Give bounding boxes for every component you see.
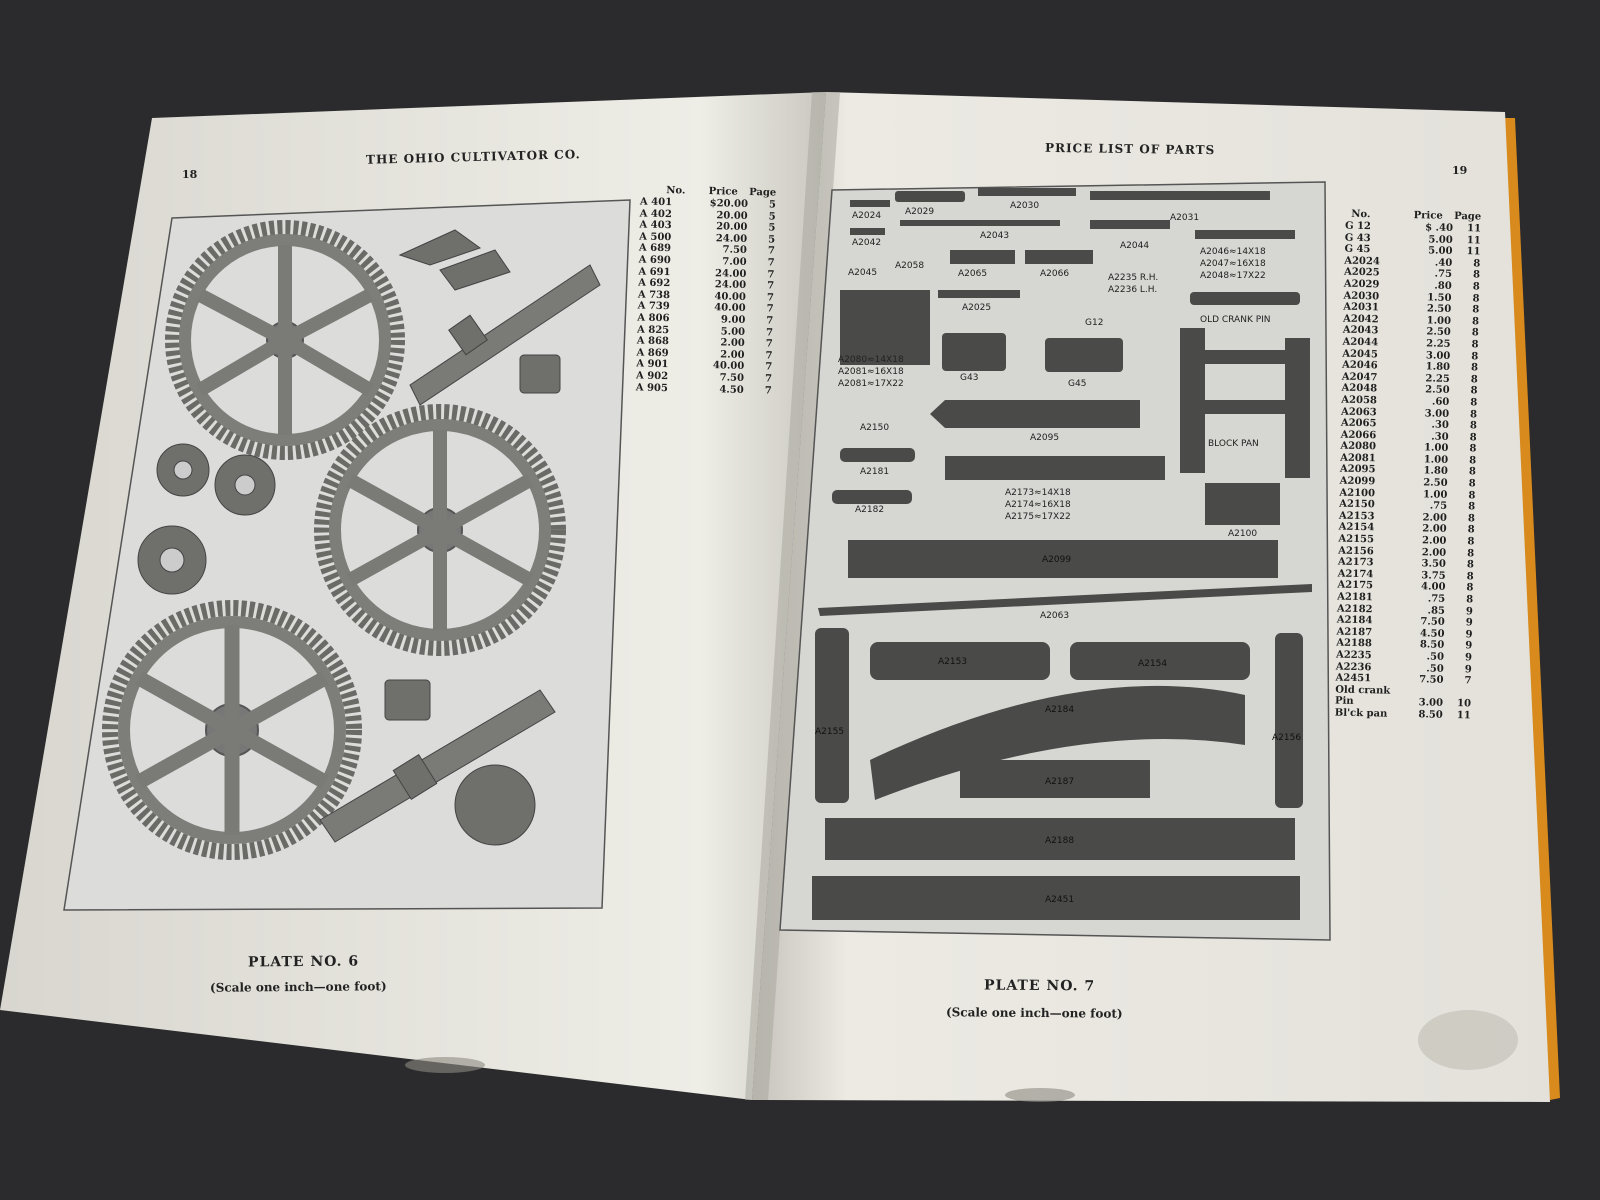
- part-page: 9: [1465, 629, 1473, 641]
- part-number: A 402: [639, 208, 672, 220]
- plate-label: A2174≈16X18: [1005, 500, 1071, 510]
- part-price: .75: [1429, 500, 1448, 513]
- part-page: 8: [1469, 431, 1477, 444]
- part-number: A2029: [1343, 278, 1380, 291]
- plate-label: A2081≈16X18: [838, 367, 904, 377]
- part-number: A2181: [1337, 591, 1373, 604]
- right-price-table: [1335, 209, 1482, 722]
- plate-7-scale: (Scale one inch—one foot): [945, 1005, 1123, 1021]
- wear-spot: [405, 1057, 485, 1073]
- part-page: 8: [1469, 408, 1478, 420]
- header-price: Price: [1413, 210, 1443, 222]
- part-price: 8.50: [1418, 709, 1443, 721]
- part-number: A 869: [636, 347, 669, 359]
- part-page: 9: [1465, 605, 1474, 617]
- plate-label: A2173≈14X18: [1005, 488, 1071, 498]
- part-number: A2153: [1338, 510, 1375, 523]
- part-price: 1.50: [1427, 291, 1452, 304]
- part-number: A2188: [1336, 637, 1372, 650]
- part-number: A2235: [1335, 649, 1372, 662]
- plate-label: A2100: [1228, 529, 1258, 539]
- part-page: 8: [1469, 420, 1477, 432]
- plate-label: A2066: [1040, 269, 1070, 279]
- part-page: 8: [1471, 316, 1480, 328]
- part-price: 7.50: [1419, 674, 1444, 686]
- part-number: Bl'ck pan: [1334, 707, 1388, 720]
- part-number: G 43: [1344, 232, 1371, 244]
- part-number: A2080: [1340, 440, 1377, 453]
- part-number: G 12: [1344, 220, 1372, 233]
- part-price: 24.00: [714, 279, 747, 292]
- part-page: 8: [1472, 304, 1480, 316]
- part-page: 7: [765, 338, 773, 350]
- part-number: A2184: [1336, 614, 1373, 627]
- right-page-number: 19: [1452, 164, 1468, 177]
- plate-label: A2236 L.H.: [1108, 285, 1158, 295]
- part-page: 8: [1471, 350, 1479, 362]
- part-price: 3.00: [1424, 407, 1450, 420]
- part-number: A2063: [1340, 406, 1377, 418]
- plate-label: A2182: [855, 505, 885, 515]
- part-price: .40: [1434, 257, 1453, 269]
- part-number: A 806: [637, 312, 670, 325]
- part-price: 2.00: [1422, 512, 1448, 524]
- part-number: A2174: [1337, 568, 1374, 581]
- plate-label: A2043: [980, 231, 1010, 241]
- plate-label: A2188: [1045, 836, 1075, 846]
- plate-label: A2048≈17X22: [1200, 271, 1266, 281]
- part-price: 3.50: [1421, 558, 1447, 571]
- part-price: $ .40: [1425, 222, 1454, 234]
- part-price: 2.25: [1425, 373, 1450, 385]
- part-page: 7: [765, 350, 773, 362]
- part-price: 7.00: [722, 256, 747, 268]
- plate-label: A2099: [1042, 555, 1072, 565]
- part-page: 8: [1467, 536, 1475, 548]
- plate-label: A2095: [1030, 433, 1060, 443]
- part-number: A2043: [1342, 324, 1379, 337]
- part-page: 7: [765, 361, 773, 373]
- part-number: A2187: [1336, 626, 1373, 639]
- part-number: A2030: [1343, 290, 1380, 302]
- part-number: A2156: [1338, 545, 1374, 557]
- part-page: 9: [1464, 663, 1472, 675]
- part-price: .75: [1427, 593, 1446, 605]
- part-page: 8: [1469, 455, 1477, 467]
- plate-label: A2046≈14X18: [1200, 247, 1266, 257]
- part-price: .50: [1426, 662, 1444, 675]
- plate-label: A2024: [852, 211, 882, 221]
- part-page: 8: [1466, 559, 1475, 571]
- left-page-header: THE OHIO CULTIVATOR CO.: [365, 147, 581, 167]
- plate-label: A2031: [1170, 213, 1200, 223]
- part-price: .85: [1427, 605, 1446, 617]
- plate-label: A2181: [860, 467, 890, 477]
- part-number: A2045: [1342, 348, 1379, 360]
- part-price: .60: [1431, 396, 1450, 408]
- part-number: A2154: [1338, 522, 1375, 534]
- plate-label: A2063: [1040, 611, 1070, 621]
- part-price: 24.00: [714, 267, 747, 280]
- part-number: A 691: [638, 266, 671, 278]
- part-number: A2024: [1344, 255, 1380, 268]
- part-number: A2066: [1340, 429, 1377, 442]
- part-price: 2.50: [1423, 477, 1448, 489]
- part-number: A 902: [635, 370, 669, 383]
- part-page: 8: [1466, 571, 1474, 583]
- part-page: 8: [1468, 478, 1476, 490]
- part-page: 8: [1473, 258, 1481, 270]
- part-price: 7.50: [1420, 616, 1445, 628]
- part-price: .50: [1426, 651, 1445, 663]
- part-price: 24.00: [715, 232, 748, 245]
- part-number: A2236: [1335, 661, 1372, 673]
- plate-label: A2045: [848, 268, 878, 278]
- plate-label: A2029: [905, 207, 935, 217]
- plate-label: A2154: [1138, 659, 1168, 669]
- part-page: 11: [1456, 710, 1471, 722]
- part-page: 5: [768, 199, 777, 211]
- part-price: 20.00: [715, 221, 748, 234]
- part-page: 5: [768, 234, 776, 246]
- part-price: 2.00: [1422, 523, 1447, 536]
- part-page: 7: [766, 315, 774, 327]
- part-price: $20.00: [709, 198, 749, 210]
- wear-spot: [1005, 1088, 1075, 1102]
- part-price: 3.75: [1421, 570, 1446, 582]
- left-price-table: [636, 184, 777, 396]
- part-page: 8: [1468, 489, 1476, 502]
- part-page: 8: [1470, 362, 1479, 374]
- part-price: 20.00: [716, 209, 748, 222]
- plate-label: A2155: [815, 727, 845, 737]
- plate-6-title: PLATE NO. 6: [247, 953, 360, 971]
- right-page-header: PRICE LIST OF PARTS: [1044, 140, 1216, 158]
- part-number: A2095: [1339, 464, 1376, 476]
- part-number: A2081: [1340, 452, 1376, 465]
- part-price: 1.00: [1426, 315, 1452, 327]
- plate-label: A2451: [1045, 895, 1075, 905]
- part-price: 1.00: [1423, 454, 1449, 466]
- part-page: 10: [1456, 698, 1472, 710]
- part-page: 8: [1472, 269, 1481, 281]
- part-number: A 868: [636, 335, 670, 348]
- part-page: 11: [1466, 246, 1481, 258]
- part-number: A 738: [637, 289, 671, 301]
- part-price: 3.00: [1425, 349, 1451, 362]
- part-number: A2048: [1341, 382, 1378, 395]
- part-price: 1.00: [1422, 488, 1448, 501]
- plate-label: A2150: [860, 423, 890, 433]
- part-number: A2065: [1340, 417, 1377, 430]
- part-page: 9: [1464, 652, 1473, 664]
- part-price: 3.00: [1418, 697, 1444, 710]
- plate-label: G45: [1068, 379, 1087, 389]
- plate-label: BLOCK PAN: [1208, 439, 1259, 449]
- part-number: A2025: [1343, 266, 1380, 279]
- header-no: No.: [666, 185, 686, 197]
- header-no: No.: [1351, 208, 1371, 221]
- part-page: 5: [768, 222, 776, 234]
- part-page: 8: [1469, 443, 1477, 455]
- part-number: G 45: [1344, 243, 1371, 256]
- part-price: 7.50: [722, 244, 748, 257]
- part-price: .80: [1434, 280, 1452, 292]
- part-price: 2.00: [1421, 546, 1447, 559]
- part-price: 4.00: [1420, 581, 1446, 594]
- part-price: [1393, 685, 1443, 698]
- part-price: 5.00: [1428, 245, 1453, 258]
- part-price: 40.00: [714, 290, 746, 303]
- part-number: A 901: [636, 358, 669, 371]
- part-number: A2182: [1336, 603, 1373, 615]
- part-price: 7.50: [719, 372, 745, 384]
- plate-label: OLD CRANK PIN: [1200, 315, 1271, 325]
- plate-label: A2153: [938, 657, 968, 667]
- part-number: A2031: [1343, 301, 1379, 314]
- plate-7-photo: [780, 182, 1330, 940]
- part-page: 7: [767, 268, 775, 281]
- part-number: A 500: [639, 231, 672, 243]
- part-page: 8: [1471, 327, 1479, 339]
- part-number: A 690: [638, 254, 671, 267]
- part-number: A2047: [1341, 371, 1378, 384]
- part-number: A2150: [1339, 498, 1375, 511]
- part-price: 9.00: [720, 314, 746, 326]
- part-page: 8: [1468, 501, 1476, 513]
- part-page: 5: [768, 210, 776, 223]
- part-price: 1.80: [1423, 465, 1448, 478]
- part-price: 2.00: [720, 349, 745, 361]
- part-price: 8.50: [1419, 639, 1445, 652]
- part-number: A2042: [1342, 313, 1379, 326]
- part-number: A 692: [638, 277, 671, 290]
- plate-label: G12: [1085, 318, 1104, 328]
- part-page: 8: [1470, 397, 1478, 409]
- plate-6-scale: (Scale one inch—one foot): [209, 979, 387, 995]
- part-price: 40.00: [714, 302, 746, 315]
- part-page: 9: [1465, 617, 1473, 629]
- part-page: 7: [766, 292, 774, 304]
- plate-label: A2042: [852, 238, 882, 248]
- part-number: A 689: [638, 242, 672, 255]
- part-price: 4.50: [1420, 628, 1445, 640]
- part-page: 8: [1471, 339, 1479, 351]
- part-page: 11: [1466, 234, 1481, 247]
- part-number: A 739: [637, 300, 670, 313]
- part-page: 7: [764, 373, 773, 385]
- header-page: Page: [1454, 210, 1482, 223]
- plate-label: A2058: [895, 261, 925, 271]
- part-page: 8: [1467, 513, 1476, 525]
- part-number: A2155: [1338, 533, 1375, 546]
- part-page: 7: [767, 257, 775, 269]
- part-number: A2175: [1337, 579, 1374, 592]
- plate-label: G43: [960, 373, 979, 383]
- part-price: .30: [1431, 431, 1449, 443]
- part-price: 2.50: [1425, 384, 1450, 397]
- plate-label: A2187: [1045, 777, 1075, 787]
- left-page-number: 18: [182, 168, 198, 181]
- part-page: 8: [1472, 281, 1480, 293]
- part-page: 8: [1470, 385, 1478, 397]
- part-number: A2058: [1341, 394, 1378, 407]
- part-page: 8: [1466, 594, 1474, 606]
- part-price: .30: [1431, 419, 1449, 431]
- plate-label: A2065: [958, 269, 988, 279]
- part-price: 4.50: [719, 383, 744, 396]
- part-page: 8: [1467, 547, 1475, 560]
- part-price: 2.00: [1421, 535, 1447, 547]
- plate-label: A2030: [1010, 201, 1040, 211]
- part-page: 7: [765, 326, 774, 339]
- wear-spot: [1418, 1010, 1518, 1070]
- part-number: Old crank: [1335, 684, 1391, 697]
- part-page: 11: [1466, 223, 1482, 235]
- part-price: 2.50: [1426, 326, 1451, 339]
- part-page: 7: [767, 280, 775, 292]
- plate-label: A2081≈17X22: [838, 379, 904, 389]
- plate-label: A2156: [1272, 733, 1302, 743]
- part-number: A2451: [1335, 672, 1372, 685]
- part-price: 40.00: [712, 360, 745, 373]
- part-number: A2099: [1339, 475, 1376, 488]
- part-number: Pin: [1334, 695, 1354, 708]
- plate-label: A2025: [962, 303, 992, 313]
- part-number: A2173: [1337, 556, 1374, 569]
- part-price: 2.50: [1426, 303, 1452, 316]
- part-page: 7: [764, 384, 772, 397]
- part-number: A 905: [635, 381, 669, 394]
- part-page: 7: [1464, 675, 1472, 687]
- plate-label: A2184: [1045, 705, 1075, 715]
- part-page: 8: [1472, 292, 1480, 305]
- header-price: Price: [708, 186, 738, 198]
- plate-label: A2080≈14X18: [838, 355, 904, 365]
- plate-7-title: PLATE NO. 7: [983, 977, 1096, 995]
- part-price: 5.00: [720, 325, 746, 338]
- part-price: .75: [1434, 268, 1453, 281]
- plate-label: A2047≈16X18: [1200, 259, 1266, 269]
- part-page: 7: [767, 245, 776, 257]
- part-number: A 401: [639, 196, 673, 209]
- part-page: 8: [1466, 582, 1474, 594]
- plate-label: A2235 R.H.: [1108, 273, 1159, 283]
- plate-label: A2044: [1120, 241, 1150, 251]
- part-page: [1443, 687, 1471, 699]
- part-price: 2.25: [1426, 338, 1451, 350]
- part-page: 8: [1467, 524, 1475, 536]
- part-page: 8: [1470, 374, 1478, 386]
- part-page: 8: [1468, 466, 1476, 478]
- part-page: 9: [1465, 640, 1473, 652]
- part-number: A 825: [636, 323, 670, 336]
- part-number: A 403: [639, 219, 672, 232]
- header-page: Page: [749, 186, 777, 199]
- plate-label: A2175≈17X22: [1005, 512, 1071, 522]
- part-price: 5.00: [1428, 233, 1453, 246]
- part-price: 1.00: [1423, 442, 1449, 455]
- part-number: A2100: [1339, 487, 1376, 499]
- part-number: A2044: [1342, 336, 1379, 349]
- part-price: 2.00: [720, 337, 745, 350]
- part-number: A2046: [1341, 359, 1378, 372]
- part-page: 7: [766, 303, 774, 315]
- part-price: 1.80: [1425, 361, 1451, 373]
